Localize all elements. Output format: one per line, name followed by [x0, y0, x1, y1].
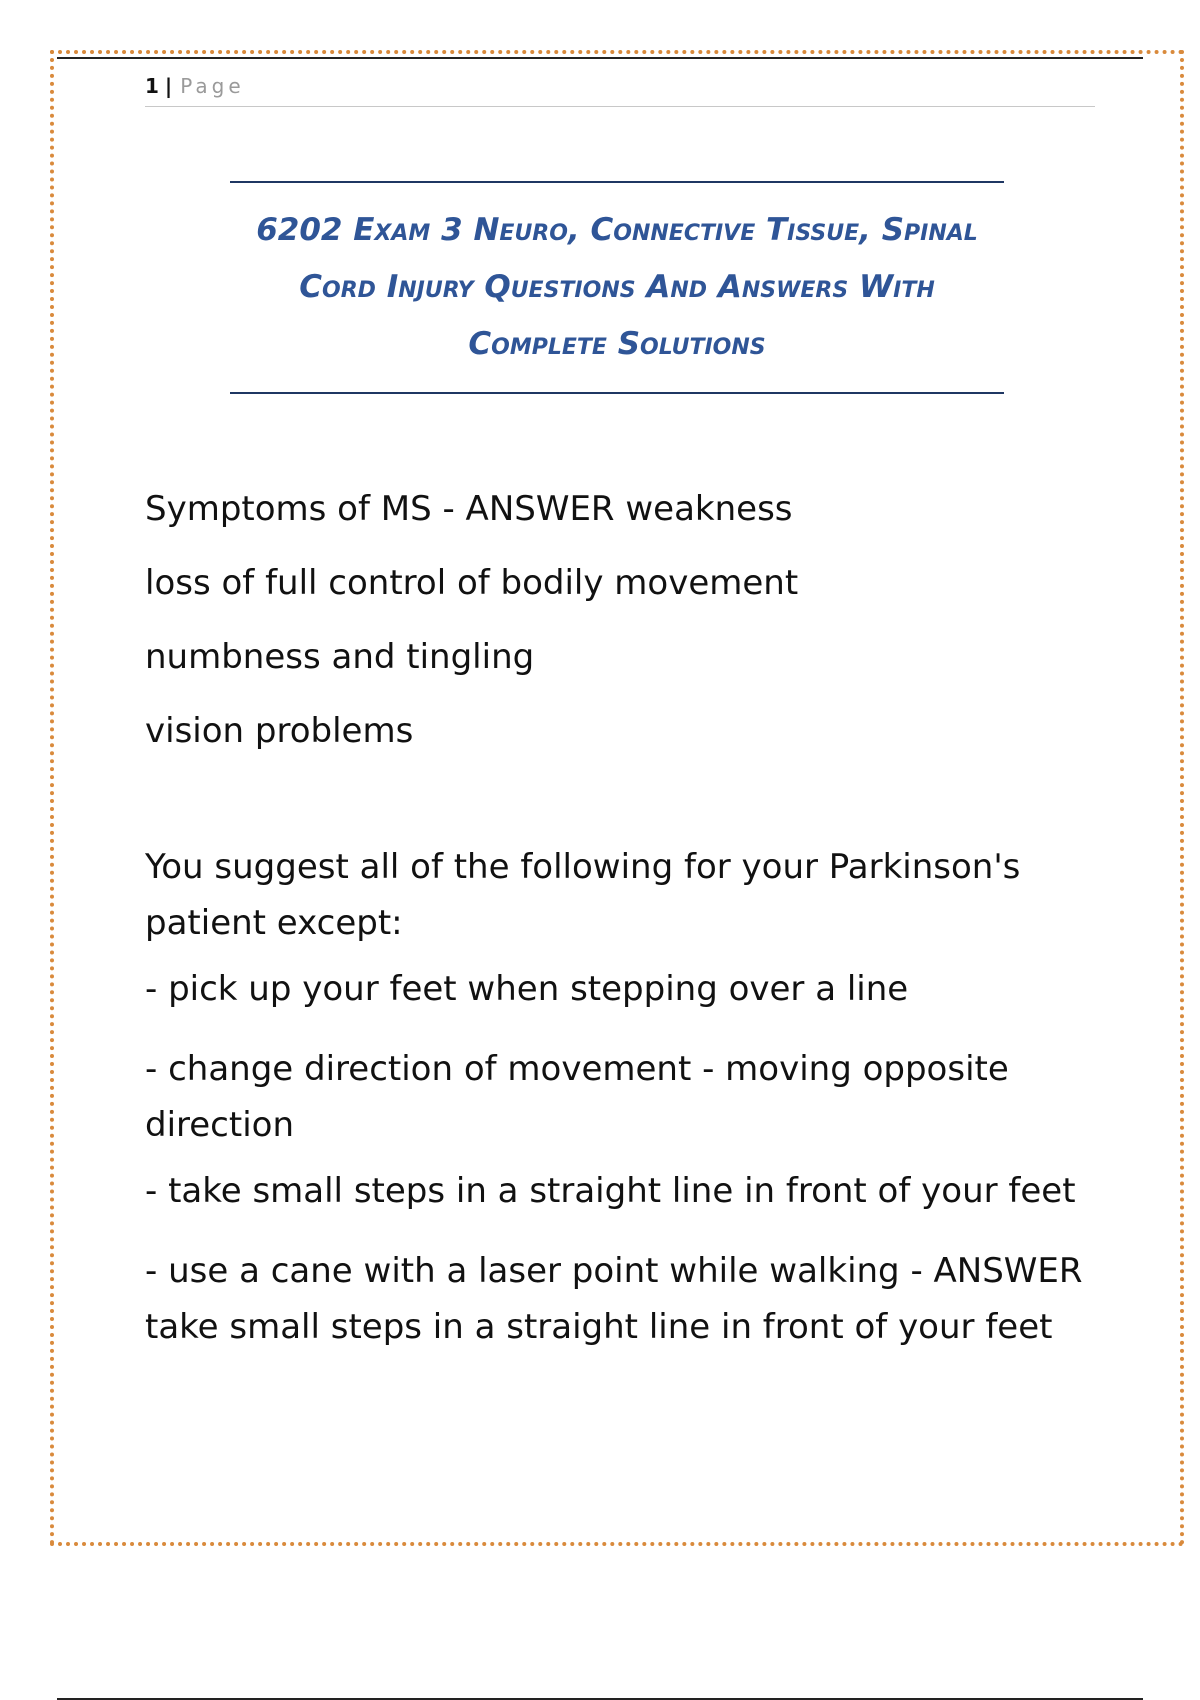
top-rule	[57, 57, 1143, 59]
q1-line-4: vision problems	[145, 711, 414, 751]
section-gap	[145, 783, 1095, 839]
q2-question: You suggest all of the following for your Parkinson's patient except:	[145, 847, 1021, 943]
q2-option-3: - take small steps in a straight line in front of your feet	[145, 1171, 1076, 1211]
document-title: 6202 Exam 3 Neuro, Connective Tissue, Spinal Cord Injury Questions And Answers With Complete Solutions	[256, 212, 978, 362]
q2-option-2: - change direction of movement - moving opposite direction	[145, 1049, 1009, 1145]
page-number: 1	[145, 74, 161, 98]
q1-line-1: Symptoms of MS - ANSWER weakness	[145, 489, 793, 529]
page-header	[145, 74, 1095, 107]
page-word: Page	[180, 74, 245, 98]
q2-option-1: - pick up your feet when stepping over a line	[145, 969, 909, 1009]
q1-line-3: numbness and tingling	[145, 637, 535, 677]
q1-line-2: loss of full control of bodily movement	[145, 563, 799, 603]
document-body	[145, 487, 1095, 1371]
q2-option-4-answer: - use a cane with a laser point while walking - ANSWER take small steps in a straight line in front of your feet	[145, 1251, 1083, 1347]
title-block	[230, 181, 1004, 394]
header-separator: |	[164, 74, 175, 98]
